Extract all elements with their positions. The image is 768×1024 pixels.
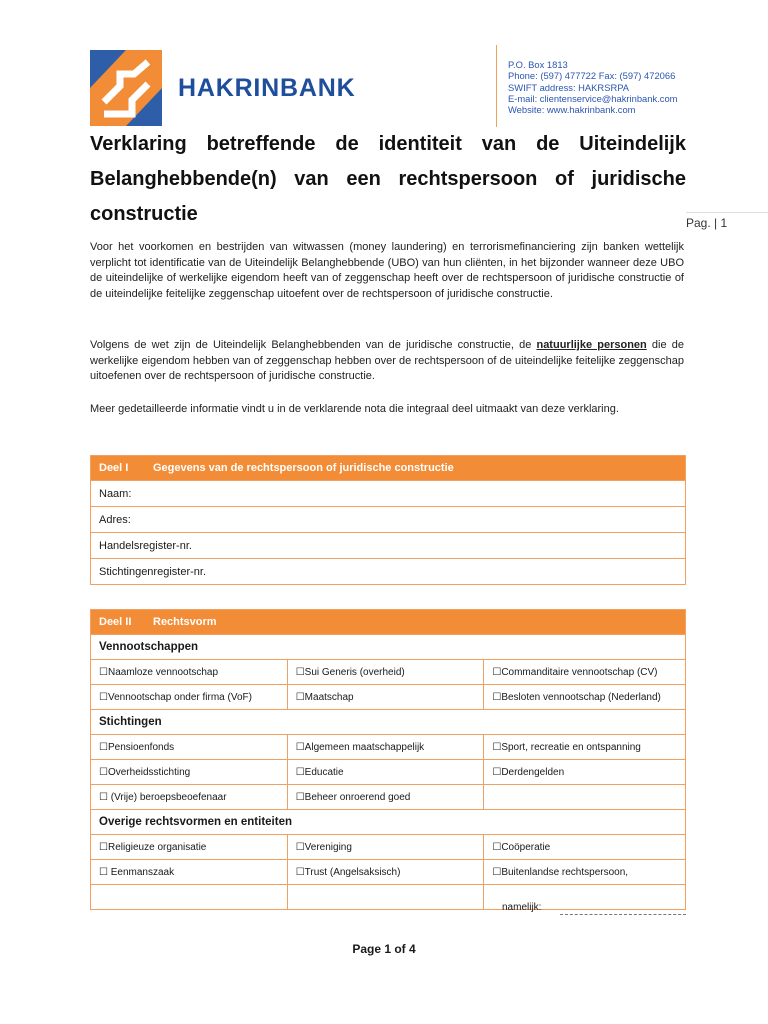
deel-1-title: Gegevens van de rechtspersoon of juridische constructie — [153, 462, 454, 474]
checkbox[interactable]: ☐ — [295, 666, 305, 678]
deel-2-title: Rechtsvorm — [153, 616, 217, 628]
option-cell — [287, 660, 484, 685]
option-row — [91, 835, 686, 860]
empty-cell — [287, 885, 484, 910]
title-line-1: Verklaring betreffende de identiteit van de Uiteindelijk — [90, 133, 686, 155]
checkbox[interactable]: ☐ — [492, 866, 502, 878]
section-heading-row — [91, 710, 686, 735]
checkbox-label: Beheer onroerend goed — [304, 791, 411, 803]
checkbox[interactable]: ☐ — [99, 691, 108, 703]
checkbox[interactable]: ☐ — [295, 841, 305, 853]
option-row — [91, 760, 686, 785]
option-cell — [484, 760, 686, 785]
checkbox-label: Derdengelden — [501, 766, 565, 778]
contact-email[interactable]: E-mail: clientenservice@hakrinbank.com — [508, 92, 678, 104]
checkbox[interactable]: ☐ — [99, 866, 108, 878]
checkbox-label: Eenmanszaak — [107, 866, 175, 878]
checkbox[interactable]: ☐ — [99, 741, 108, 753]
option-row — [91, 660, 686, 685]
deel-1-number: Deel I — [99, 462, 129, 474]
checkbox[interactable]: ☐ — [295, 866, 305, 878]
section-heading-row — [91, 810, 686, 835]
option-cell — [91, 735, 288, 760]
namelijk-label: namelijk: — [502, 902, 542, 913]
option-cell — [287, 860, 484, 885]
checkbox-label: Pensioenfonds — [107, 741, 175, 753]
section-heading: Vennootschappen — [91, 635, 686, 660]
intro-paragraph-2 — [90, 338, 684, 385]
checkbox[interactable]: ☐ — [99, 766, 108, 778]
namelijk-row — [91, 885, 686, 910]
contact-phone: Phone: (597) 477722 Fax: (597) 472066 — [508, 70, 676, 82]
option-cell — [484, 685, 686, 710]
checkbox-label: Overheidsstichting — [107, 766, 191, 778]
page-label-divider — [686, 212, 768, 213]
page-label: Pag. | 1 — [686, 216, 728, 230]
checkbox[interactable]: ☐ — [492, 666, 502, 678]
checkbox[interactable]: ☐ — [492, 766, 502, 778]
section-heading: Stichtingen — [91, 710, 686, 735]
checkbox-label: Sport, recreatie en ontspanning — [501, 741, 641, 753]
deel-1-table — [90, 455, 686, 585]
checkbox[interactable]: ☐ — [99, 841, 108, 853]
checkbox[interactable]: ☐ — [492, 841, 502, 853]
checkbox-label: Buitenlandse rechtspersoon, — [501, 866, 629, 878]
field-adres[interactable]: Adres: — [91, 507, 686, 533]
checkbox[interactable]: ☐ — [295, 691, 305, 703]
option-cell — [484, 785, 686, 810]
checkbox-label: Trust (Angelsaksisch) — [304, 866, 401, 878]
option-cell — [484, 835, 686, 860]
field-naam[interactable]: Naam: — [91, 481, 686, 507]
checkbox[interactable]: ☐ — [295, 766, 305, 778]
title-line-3: constructie — [90, 203, 198, 225]
page-title — [90, 127, 686, 232]
checkbox[interactable]: ☐ — [492, 691, 502, 703]
checkbox-label: Naamloze vennootschap — [107, 666, 219, 678]
contact-swift: SWIFT address: HAKRSRPA — [508, 81, 630, 93]
field-stichtingenregister[interactable]: Stichtingenregister-nr. — [91, 559, 686, 585]
option-cell — [287, 785, 484, 810]
deel-1-header — [91, 456, 686, 481]
contact-website[interactable]: Website: www.hakrinbank.com — [508, 104, 636, 116]
checkbox[interactable]: ☐ — [99, 666, 108, 678]
section-heading: Overige rechtsvormen en entiteiten — [91, 810, 686, 835]
option-cell — [91, 685, 288, 710]
option-cell — [91, 835, 288, 860]
option-cell — [91, 760, 288, 785]
checkbox-label: (Vrije) beroepsbeoefenaar — [107, 791, 227, 803]
checkbox-label: Besloten vennootschap (Nederland) — [501, 691, 661, 703]
p2-text-after: die de werkelijke eigendom hebben van of zeggenschap hebben over de rechtspersoon of de uiteindelijke feitelijke zeggenschap uitoefenen over de rechtspersoon of juridische constructie. — [90, 339, 684, 383]
intro-paragraph-1: Voor het voorkomen en bestrijden van witwassen (money laundering) en terrorismefinanciering zijn banken wettelijk verplicht tot identificatie van de Uiteindelijk Belanghebbende (UBO) van hun cliënten, in het bijzonder wanneer deze UBO de uiteindelijke of werkelijke eigendom heeft van of zeggenschap heeft over de rechtspersoon of juridische constructie of de uiteindelijke feitelijke zeggenschap uitoefent over de rechtspersoon of juridische constructie. — [90, 241, 684, 300]
title-line-2: Belanghebbende(n) van een rechtspersoon of juridische — [90, 168, 686, 190]
option-row — [91, 685, 686, 710]
option-cell — [287, 760, 484, 785]
hakrinbank-logo — [90, 50, 162, 126]
checkbox-label: Commanditaire vennootschap (CV) — [501, 666, 658, 678]
contact-block — [508, 59, 677, 115]
checkbox-label: Coöperatie — [501, 841, 551, 853]
contact-po-box: P.O. Box 1813 — [508, 59, 568, 70]
option-row — [91, 785, 686, 810]
checkbox-label: Vennootschap onder firma (VoF) — [107, 691, 252, 703]
option-cell — [91, 785, 288, 810]
header-divider — [496, 45, 497, 127]
checkbox[interactable]: ☐ — [492, 741, 502, 753]
checkbox-label: Algemeen maatschappelijk — [304, 741, 425, 753]
bank-name: HAKRINBANK — [178, 74, 356, 102]
option-row — [91, 860, 686, 885]
p2-bold-text: natuurlijke personen — [536, 339, 647, 351]
checkbox-label: Religieuze organisatie — [107, 841, 207, 853]
option-cell — [484, 860, 686, 885]
p2-text-before: Volgens de wet zijn de Uiteindelijk Belanghebbenden van de juridische constructie, de — [90, 339, 537, 351]
checkbox-label: Sui Generis (overheid) — [304, 666, 405, 678]
checkbox[interactable]: ☐ — [99, 791, 108, 803]
checkbox-label: Maatschap — [304, 691, 354, 703]
checkbox-label: Educatie — [304, 766, 344, 778]
option-cell — [91, 860, 288, 885]
checkbox[interactable]: ☐ — [295, 741, 305, 753]
namelijk-input-line[interactable] — [560, 914, 686, 915]
option-cell — [287, 835, 484, 860]
option-cell — [287, 685, 484, 710]
deel-2-number: Deel II — [99, 616, 132, 628]
option-cell — [91, 660, 288, 685]
checkbox[interactable]: ☐ — [295, 791, 305, 803]
option-cell — [484, 660, 686, 685]
section-heading-row — [91, 635, 686, 660]
field-handelsregister[interactable]: Handelsregister-nr. — [91, 533, 686, 559]
option-cell — [484, 735, 686, 760]
checkbox-label: Vereniging — [304, 841, 352, 853]
intro-paragraph-3: Meer gedetailleerde informatie vindt u in de verklarende nota die integraal deel uitmaakt van deze verklaring. — [90, 403, 619, 415]
option-row — [91, 735, 686, 760]
empty-cell — [91, 885, 288, 910]
option-cell — [287, 735, 484, 760]
deel-2-header — [91, 610, 686, 635]
page-footer: Page 1 of 4 — [352, 942, 416, 956]
deel-2-table — [90, 609, 686, 910]
